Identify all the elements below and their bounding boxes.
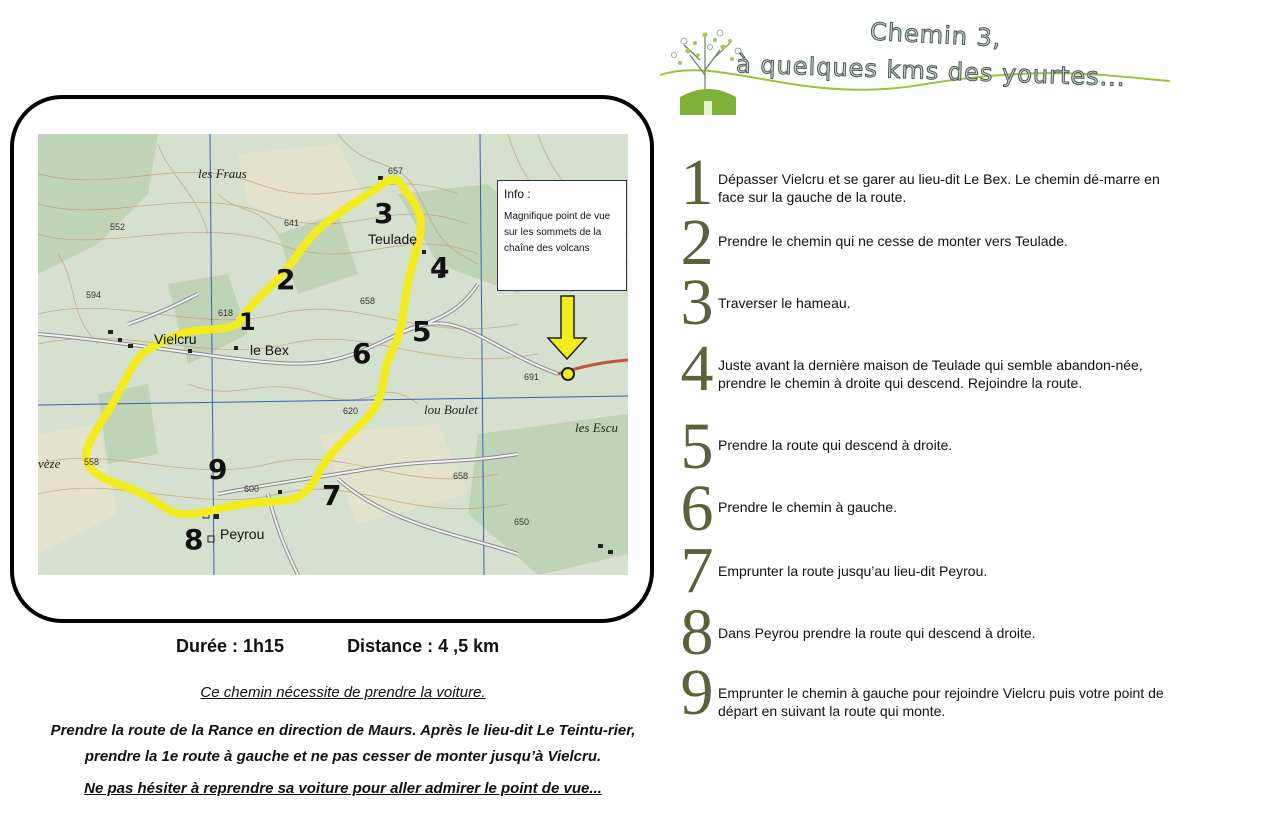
info-title: Info : <box>504 187 531 201</box>
title-line-1: Chemin 3, <box>869 17 1003 53</box>
place-peyrou: Peyrou <box>220 526 265 542</box>
altitude-658-north: 658 <box>360 296 376 306</box>
map-step-3: 3 <box>374 197 394 230</box>
step-9-number: 9 <box>680 656 714 729</box>
altitude-658-south: 658 <box>453 471 469 481</box>
step-1-number: 1 <box>680 146 714 219</box>
altitude-600: 600 <box>244 484 260 494</box>
distance: Distance : 4 ,5 km <box>347 636 500 656</box>
map-step-6: 6 <box>352 337 372 370</box>
step-7-text: Emprunter la route jusqu’au lieu-dit Peyrou. <box>718 563 988 579</box>
map-step-1: 1 <box>239 308 256 336</box>
map-step-4: 4 <box>430 251 450 284</box>
step-4-number: 4 <box>680 332 714 405</box>
step-5-number: 5 <box>680 410 714 483</box>
altitude-641: 641 <box>284 218 300 228</box>
altitude-691: 691 <box>524 372 540 382</box>
step-1-text: Dépasser Vielcru et se garer au lieu-dit Le Bex. Le chemin dé-marre en face sur la gauche de la route. <box>718 171 1160 205</box>
place-le-bex: le Bex <box>250 342 289 358</box>
viewpoint-advice: Ne pas hésiter à reprendre sa voiture pour aller admirer le point de vue... <box>84 780 602 797</box>
step-8-text: Dans Peyrou prendre la route qui descend à droite. <box>718 625 1036 641</box>
step-2-text: Prendre le chemin qui ne cesse de monter vers Teulade. <box>718 233 1068 249</box>
altitude-620: 620 <box>343 406 359 416</box>
step-8-number: 8 <box>680 596 714 669</box>
step-9-text: Emprunter le chemin à gauche pour rejoindre Vielcru puis votre point de départ en suivant la route qui monte. <box>718 685 1164 719</box>
title-line-2: à quelques kms des yourtes... <box>735 50 1127 92</box>
map-step-7: 7 <box>322 479 342 512</box>
step-2-number: 2 <box>680 206 714 279</box>
altitude-552: 552 <box>110 222 126 232</box>
place-teulade: Teulade <box>368 231 418 247</box>
altitude-558: 558 <box>84 457 100 467</box>
place-les-fraus: les Fraus <box>198 166 247 181</box>
altitude-594: 594 <box>86 290 102 300</box>
place-lou-boulet: lou Boulet <box>424 402 478 417</box>
map-step-5: 5 <box>412 315 432 348</box>
map-step-2: 2 <box>276 263 296 296</box>
stats <box>176 636 499 657</box>
step-6-text: Prendre le chemin à gauche. <box>718 499 897 515</box>
map-step-9: 9 <box>208 453 228 486</box>
step-3-number: 3 <box>680 266 714 339</box>
info-box <box>497 180 627 291</box>
step-3-text: Traverser le hameau. <box>718 295 851 311</box>
step-5-text: Prendre la route qui descend à droite. <box>718 437 953 453</box>
altitude-618: 618 <box>218 308 234 318</box>
map-step-8: 8 <box>184 523 204 556</box>
place-vielcru: Vielcru <box>154 331 197 347</box>
step-4-text: Juste avant la dernière maison de Teulade qui semble abandon-née, prendre le chemin à droite qui descend. Rejoindre la route. <box>718 357 1143 391</box>
altitude-657: 657 <box>388 166 404 176</box>
title-banner <box>660 15 1180 120</box>
duration: Durée : 1h15 <box>176 636 285 656</box>
step-7-number: 7 <box>680 534 714 607</box>
info-text: Magnifique point de vue sur les sommets de la chaîne des volcans <box>504 211 611 254</box>
step-6-number: 6 <box>680 472 714 545</box>
directions: Prendre la route de la Rance en direction de Maurs. Après le lieu-dit Le Teintu-rier, prendre la 1e route à gauche et ne pas cesser de monter jusqu’à Vielcru. <box>50 722 636 765</box>
altitude-650: 650 <box>514 517 530 527</box>
car-note: Ce chemin nécessite de prendre la voiture. <box>200 684 486 701</box>
place-les-escu: les Escu <box>575 420 618 435</box>
place-veze: vèze <box>38 456 61 471</box>
